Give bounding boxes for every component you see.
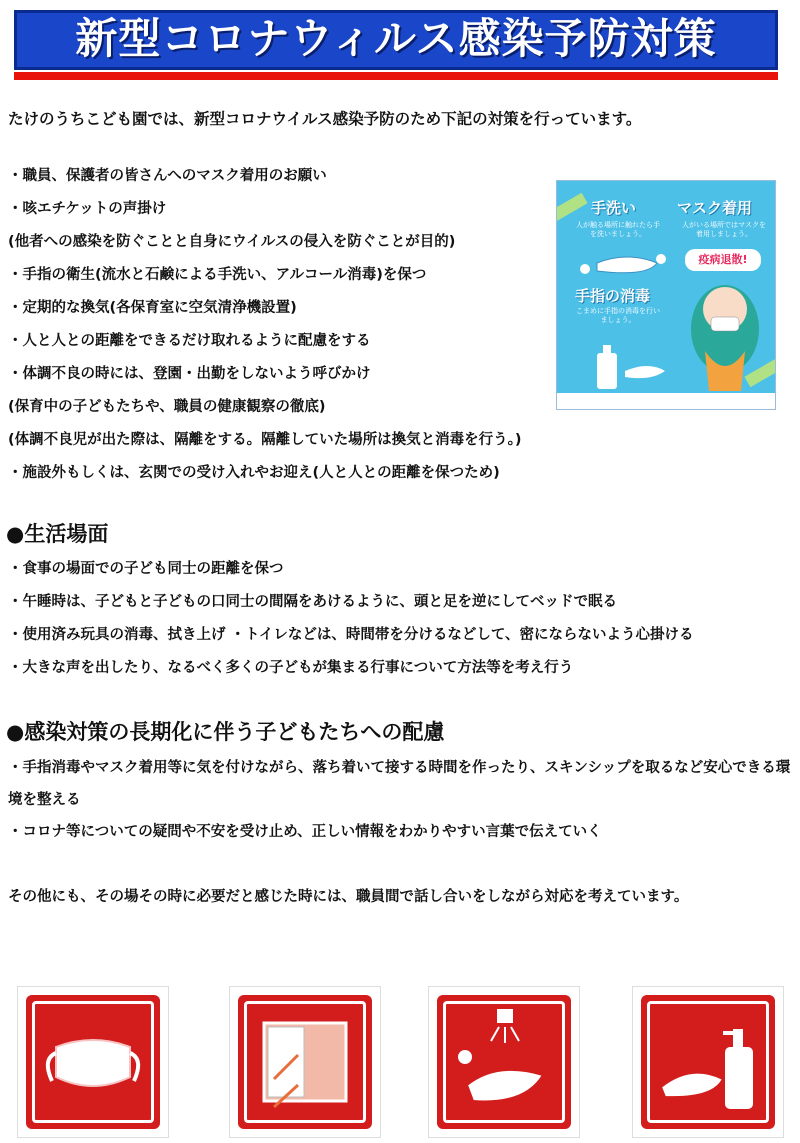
daily-item: ・大きな声を出したり、なるべく多くの子どもが集まる行事について方法等を考え行う	[8, 660, 574, 676]
section-heading-daily: ●生活場面	[6, 522, 109, 546]
measure-item: ・職員、保護者の皆さんへのマスク着用のお願い	[8, 168, 327, 184]
closing-text: その他にも、その場その時に必要だと感じた時には、職員間で話し合いをしながら対応を考えています。	[8, 889, 689, 905]
measure-item: (体調不良児が出た際は、隔離をする。隔離していた場所は換気と消毒を行う。)	[8, 432, 522, 448]
measure-item: ・定期的な換気(各保育室に空気清浄機設置)	[8, 300, 297, 316]
daily-item: ・食事の場面での子ども同士の距離を保つ	[8, 561, 284, 577]
poster-artwork	[557, 181, 776, 410]
measure-item: (他者への感染を防ぐことと自身にウイルスの侵入を防ぐことが目的)	[8, 234, 456, 250]
poster-handwash-title: 手洗い	[591, 199, 637, 217]
measure-item: ・体調不良の時には、登園・出勤をしないよう呼びかけ	[8, 366, 371, 382]
washing-hands-icon	[580, 254, 666, 274]
care-item: ・コロナ等についての疑問や不安を受け止め、正しい情報をわかりやすい言葉で伝えていく	[8, 824, 602, 840]
measure-item: ・咳エチケットの声掛け	[8, 201, 167, 217]
poster-disinfect-note: こまめに手指の消毒を行いましょう。	[576, 307, 660, 324]
handwash-icon	[428, 986, 580, 1138]
poster-badge: 疫病退散!	[685, 249, 761, 271]
measure-item: ・施設外もしくは、玄関での受け入れやお迎え(人と人との距離を保つため)	[8, 465, 500, 481]
prevention-poster	[556, 180, 776, 410]
poster-handwash-note: 人が触る場所に触れたら手を洗いましょう。	[576, 221, 660, 238]
measure-item: ・人と人との距離をできるだけ取れるように配慮をする	[8, 333, 371, 349]
page-title: 新型コロナウィルス感染予防対策	[14, 10, 778, 70]
poster-mask-note: 人がいる場所ではマスクを着用しましょう。	[682, 221, 766, 238]
poster-disinfect-title: 手指の消毒	[575, 287, 651, 305]
ventilation-window-icon	[229, 986, 381, 1138]
intro-text: たけのうちこども園では、新型コロナウイルス感染予防のため下記の対策を行っています。	[8, 110, 642, 128]
care-list	[8, 752, 798, 848]
measure-item: ・手指の衛生(流水と石鹸による手洗い、アルコール消毒)を保つ	[8, 267, 427, 283]
measure-item: (保育中の子どもたちや、職員の健康観察の徹底)	[8, 399, 326, 415]
title-banner	[14, 10, 778, 80]
care-item: ・手指消毒やマスク着用等に気を付けながら、落ち着いて接する時間を作ったり、スキンシップを取るなど安心できる環境を整える	[8, 760, 791, 808]
section-heading-care: ●感染対策の長期化に伴う子どもたちへの配慮	[6, 720, 445, 744]
poster-mask-title: マスク着用	[677, 199, 753, 217]
mermaid-illustration	[691, 285, 759, 391]
pictogram-row	[0, 978, 800, 1143]
mask-icon	[17, 986, 169, 1138]
sanitizer-bottle-icon	[597, 345, 665, 389]
daily-list	[8, 553, 798, 685]
wave-border	[557, 393, 775, 409]
daily-item: ・使用済み玩具の消毒、拭き上げ ・トイレなどは、時間帯を分けるなどして、密にならないよう心掛ける	[8, 627, 694, 643]
title-underline	[14, 72, 778, 80]
daily-item: ・午睡時は、子どもと子どもの口同士の間隔をあけるように、頭と足を逆にしてベッドで眠る	[8, 594, 617, 610]
hand-sanitizer-icon	[632, 986, 784, 1138]
